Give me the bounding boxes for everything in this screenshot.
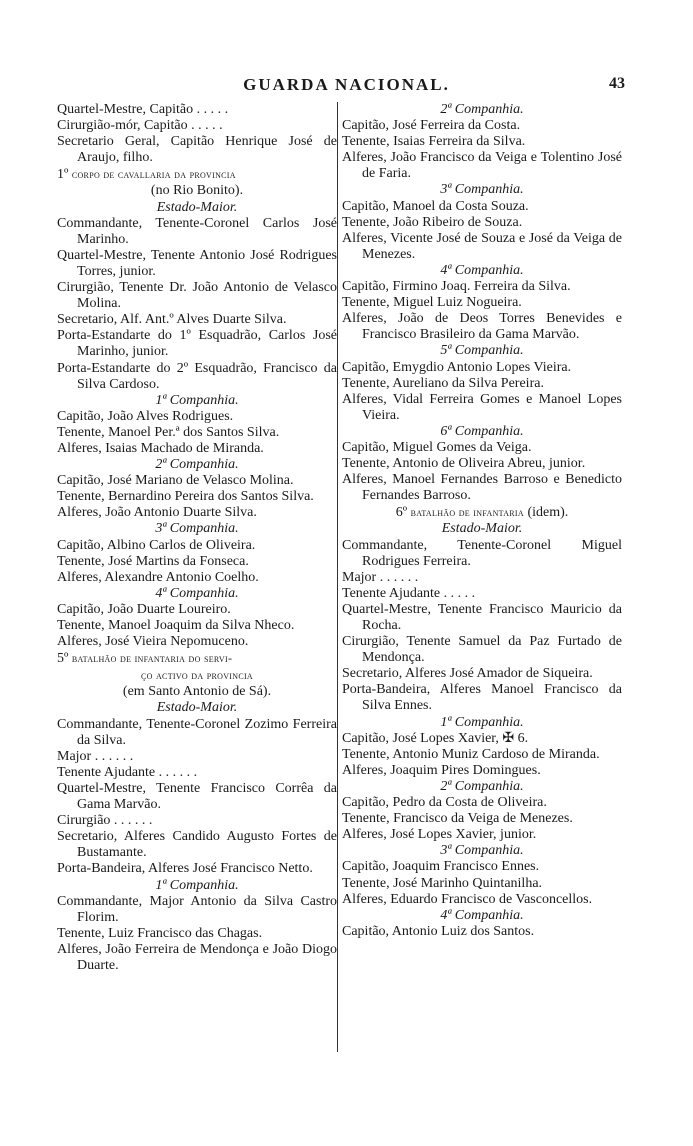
section-heading: Estado-Maior.: [441, 521, 523, 537]
roster-entry: Cirurgião, Tenente Dr. João Antonio de Velasco Molina.: [57, 280, 337, 312]
roster-entry: Capitão, João Alves Rodrigues.: [57, 408, 234, 424]
roster-entry: Alferes, João Ferreira de Mendonça e João Diogo Duarte.: [57, 941, 337, 973]
section-heading: 3ª Companhia.: [440, 182, 524, 198]
section-heading: 4ª Companhia.: [155, 585, 239, 601]
roster-entry: Porta-Estandarte do 1º Esquadrão, Carlos José Marinho, junior.: [57, 328, 337, 360]
roster-entry: Quartel-Mestre, Tenente Francisco Corrêa da Gama Marvão.: [57, 780, 337, 813]
roster-entry: Secretario Geral, Capitão Henrique José de Araujo, filho.: [57, 134, 337, 166]
roster-entry: Tenente, Manoel Per.ª dos Santos Silva.: [57, 424, 280, 440]
unit-title: [342, 504, 622, 521]
roster-entry: Quartel-Mestre, Capitão . . . . .: [57, 102, 229, 117]
roster-entry: Capitão, Manoel da Costa Souza.: [342, 198, 529, 214]
unit-number: 6º: [395, 505, 408, 521]
roster-entry: Tenente, José Martins da Fonseca.: [57, 553, 249, 569]
roster-entry: Alferes, João Francisco da Veiga e Tolentino José de Faria.: [342, 150, 622, 182]
roster-entry: Tenente, Bernardino Pereira dos Santos Silva.: [57, 489, 314, 505]
roster-entry: Tenente Ajudante . . . . .: [342, 585, 476, 601]
roster-entry: Tenente, Manoel Joaquim da Silva Nheco.: [57, 618, 295, 633]
roster-entry: Tenente, João Ribeiro de Souza.: [342, 214, 523, 230]
page-title: GUARDA NACIONAL.: [243, 75, 450, 94]
roster-entry: Alferes, João de Deos Torres Benevides e Francisco Brasileiro da Gama Marvão.: [342, 311, 622, 343]
location-note: (em Santo Antonio de Sá).: [122, 684, 272, 700]
unit-number: 1º: [57, 167, 69, 183]
roster-entry: Cirurgião, Tenente Samuel da Paz Furtado de Mendonça.: [342, 634, 622, 666]
page-header: [0, 75, 693, 97]
section-heading: 1ª Companhia.: [440, 714, 524, 730]
roster-entry: Capitão, Emygdio Antonio Lopes Vieira.: [342, 359, 572, 375]
section-heading: 1ª Companhia.: [155, 877, 239, 893]
roster-entry: Porta-Bandeira, Alferes Manoel Francisco da Silva Ennes.: [342, 682, 622, 714]
section-heading: 4ª Companhia.: [440, 262, 524, 278]
roster-entry: Secretario, Alferes Candido Augusto Fortes de Bustamante.: [57, 829, 337, 861]
roster-entry: Cirurgião-mór, Capitão . . . . .: [57, 118, 223, 134]
section-heading: 3ª Companhia.: [155, 521, 239, 537]
roster-entry: Porta-Bandeira, Alferes José Francisco Netto.: [57, 861, 313, 877]
location-note: (no Rio Bonito).: [150, 183, 244, 199]
section-heading: 2ª Companhia.: [155, 457, 239, 473]
roster-entry: Alferes, Vidal Ferreira Gomes e Manoel Lopes Vieira.: [342, 391, 622, 423]
left-column: [57, 102, 337, 974]
roster-entry: Commandante, Major Antonio da Silva Castro Florim.: [57, 893, 337, 925]
section-heading: 1ª Companhia.: [155, 392, 239, 408]
roster-entry: Capitão, Albino Carlos de Oliveira.: [57, 537, 256, 553]
unit-number: 5º: [57, 651, 69, 667]
roster-entry: Capitão, José Mariano de Velasco Molina.: [57, 473, 294, 489]
unit-label: batalhão de infantaria do servi-: [71, 651, 233, 666]
roster-entry: Commandante, Tenente-Coronel Carlos José Marinho.: [57, 215, 337, 247]
roster-entry: Commandante, Tenente-Coronel Zozimo Ferreira da Silva.: [57, 716, 337, 748]
roster-entry: Tenente Ajudante . . . . . .: [57, 764, 198, 780]
roster-entry: Alferes, Isaias Machado de Miranda.: [57, 440, 264, 456]
roster-entry: Alferes, João Antonio Duarte Silva.: [57, 505, 257, 521]
unit-title: [57, 166, 337, 183]
roster-entry: Capitão, Pedro da Costa de Oliveira.: [342, 795, 547, 811]
roster-entry: Capitão, João Duarte Loureiro.: [57, 601, 231, 617]
unit-label: batalhão de infantaria: [410, 505, 524, 520]
roster-entry: Tenente, Aureliano da Silva Pereira.: [342, 375, 544, 391]
roster-entry: Porta-Estandarte do 2º Esquadrão, Francisco da Silva Cardoso.: [57, 360, 337, 392]
roster-entry: Tenente, Antonio Muniz Cardoso de Miranda.: [342, 746, 600, 762]
roster-entry: Capitão, Joaquim Francisco Ennes.: [342, 859, 540, 875]
roster-entry: Secretario, Alf. Ant.º Alves Duarte Silva.: [57, 312, 287, 328]
roster-entry: Tenente, Isaias Ferreira da Silva.: [342, 134, 526, 150]
roster-entry: Alferes, Joaquim Pires Domingues.: [342, 762, 541, 778]
section-heading: 2ª Companhia.: [440, 102, 524, 117]
roster-entry: Capitão, Miguel Gomes da Veiga.: [342, 439, 532, 455]
unit-title-text: ço activo da provincia: [140, 668, 254, 683]
roster-entry: Secretario, Alferes José Amador de Siqueira.: [342, 666, 593, 682]
roster-entry: Capitão, Firmino Joaq. Ferreira da Silva.: [342, 279, 571, 295]
roster-entry: Capitão, José Ferreira da Costa.: [342, 118, 521, 134]
roster-entry: Tenente, Antonio de Oliveira Abreu, junior.: [342, 456, 586, 472]
roster-entry: Quartel-Mestre, Tenente Antonio José Rodrigues Torres, junior.: [57, 247, 337, 279]
roster-entry: Alferes, Eduardo Francisco de Vasconcellos.: [342, 891, 593, 907]
roster-entry: Tenente, Francisco da Veiga de Menezes.: [342, 811, 573, 827]
section-heading: 4ª Companhia.: [440, 907, 524, 923]
section-heading: 6ª Companhia.: [440, 423, 524, 439]
right-column: [342, 102, 622, 940]
roster-entry: Alferes, Alexandre Antonio Coelho.: [57, 569, 259, 585]
unit-label: corpo de cavallaria da provincia: [71, 167, 236, 182]
roster-entry: Quartel-Mestre, Tenente Francisco Mauricio da Rocha.: [342, 601, 622, 633]
section-heading: 2ª Companhia.: [440, 778, 524, 794]
roster-entry: Commandante, Tenente-Coronel Miguel Rodrigues Ferreira.: [342, 537, 622, 569]
column-divider: [337, 102, 338, 1052]
unit-title-continued: [57, 667, 337, 684]
roster-entry: Tenente, Miguel Luiz Nogueira.: [342, 295, 522, 311]
page-number: 43: [609, 75, 625, 92]
roster-entry: Capitão, José Lopes Xavier, ✠ 6.: [342, 730, 529, 746]
section-heading: 3ª Companhia.: [440, 843, 524, 859]
roster-entry: Major . . . . . .: [342, 569, 419, 585]
unit-title: [57, 650, 337, 667]
section-heading: 5ª Companhia.: [440, 343, 524, 359]
roster-entry: Major . . . . . .: [57, 748, 134, 764]
roster-entry: Cirurgião . . . . . .: [57, 813, 153, 829]
roster-entry: Capitão, Antonio Luiz dos Santos.: [342, 923, 535, 939]
section-heading: Estado-Maior.: [156, 199, 238, 215]
unit-suffix: (idem).: [523, 505, 569, 521]
roster-entry: Alferes, José Vieira Nepomuceno.: [57, 634, 249, 650]
roster-entry: Alferes, Vicente José de Souza e José da Veiga de Menezes.: [342, 230, 622, 262]
roster-entry: Tenente, José Marinho Quintanilha.: [342, 875, 543, 891]
roster-entry: Alferes, Manoel Fernandes Barroso e Benedicto Fernandes Barroso.: [342, 472, 622, 504]
section-heading: Estado-Maior.: [156, 700, 238, 716]
roster-entry: Alferes, José Lopes Xavier, junior.: [342, 827, 537, 843]
roster-entry: Tenente, Luiz Francisco das Chagas.: [57, 925, 263, 941]
